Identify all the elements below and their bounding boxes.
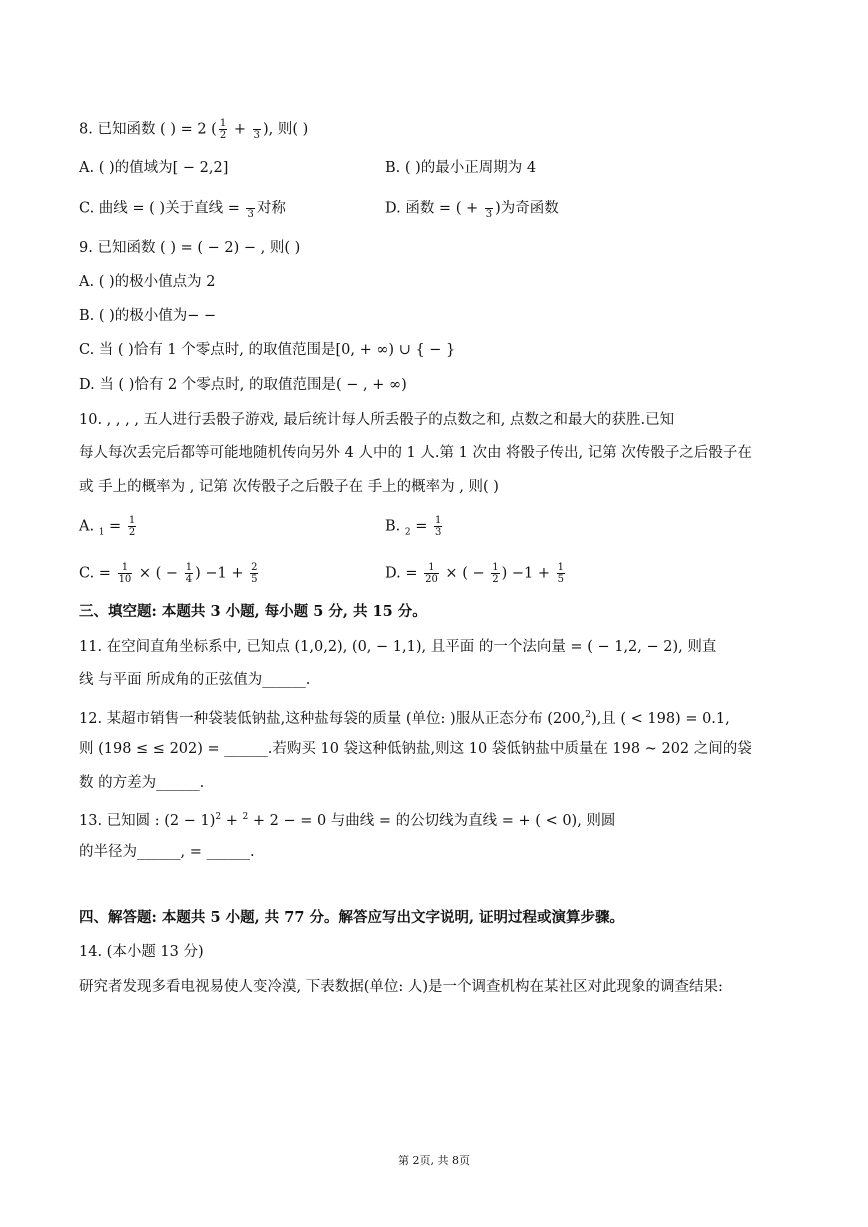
q8-option-c-post: 对称 <box>256 200 286 217</box>
q10-line-1: 10. , , , , 五人进行丢骰子游戏, 最后统计每人所丢骰子的点数之和, 点数之和最大的获胜.已知 <box>79 412 675 428</box>
q10-option-c-fraction-1: $\frac{1}{10}$ <box>118 562 132 585</box>
q10-option-a-fraction: $\frac{1}{2}$ <box>128 515 136 538</box>
q13-line-1-a: 13. 已知圆 : (2 − 1) <box>79 813 216 829</box>
q10-option-a-pre: A. <box>79 518 99 535</box>
q10-option-a-eq: = <box>104 518 126 535</box>
q8-option-d <box>385 197 559 220</box>
q8-option-d-fraction: 3 <box>485 197 493 220</box>
q12-line-3: 数 的方差为______. <box>79 775 205 791</box>
q13-line-1-c: + 2 − = 0 与曲线 = 的公切线为直线 = + ( < 0), 则圆 <box>248 813 616 829</box>
section-3-heading: 三、填空题: 本题共 3 小题, 每小题 5 分, 共 15 分。 <box>79 603 427 620</box>
q10-option-c-fraction-2: $\frac{1}{4}$ <box>185 562 193 585</box>
q8-stem <box>79 118 308 141</box>
q9-option-c: C. 当 ( )恰有 1 个零点时, 的取值范围是[0, + ∞) ∪ { − } <box>79 342 456 358</box>
q10-line-2: 每人每次丢完后都等可能地随机传向另外 4 人中的 1 人.第 1 次由 将骰子传出, 记第 次传骰子之后骰子在 <box>79 445 752 461</box>
q9-option-a: A. ( )的极小值点为 2 <box>79 274 216 290</box>
q8-stem-end: ), 则( ) <box>262 121 309 138</box>
q10-option-d-exp: ) −1 + <box>501 565 555 582</box>
q13-line-2: 的半径为______, = ______. <box>79 844 255 860</box>
q10-option-a-sub: 1 <box>98 527 105 538</box>
q8-option-c <box>79 197 286 220</box>
q10-option-d-mid: × ( − <box>440 565 490 582</box>
page-footer: 第 2页, 共 8页 <box>398 1154 470 1167</box>
q10-option-b-pre: B. <box>385 518 405 535</box>
q8-option-c-fraction: 3 <box>246 197 254 220</box>
q8-fraction-1: $\frac{1}{2}$ <box>219 118 227 141</box>
q10-option-c-mid: × ( − <box>134 565 183 582</box>
q10-option-d-fraction-1: $\frac{1}{20}$ <box>425 562 438 585</box>
q10-option-a <box>79 515 138 543</box>
q11-line-2: 线 与平面 所成角的正弦值为______. <box>79 672 311 688</box>
q13-line-1-b: + <box>221 813 243 829</box>
q8-option-b: B. ( )的最小正周期为 4 <box>385 160 537 176</box>
q10-option-c <box>79 562 260 585</box>
q10-option-c-pre: C. = <box>79 565 116 582</box>
q13-line-1-sup-2: 2 <box>242 812 249 822</box>
q10-option-b-sub: 2 <box>404 527 411 538</box>
q8-option-a: A. ( )的值域为[ − 2,2] <box>79 160 229 176</box>
q12-line-1-end: ),且 ( < 198) = 0.1, <box>590 711 730 727</box>
q9-stem: 9. 已知函数 ( ) = ( − 2) − , 则( ) <box>79 240 301 256</box>
q10-option-b <box>385 515 444 543</box>
q8-stem-mid: + <box>229 121 251 138</box>
q8-stem-text: 8. 已知函数 ( ) = 2 ( <box>79 121 217 138</box>
q10-option-c-fraction-3: $\frac{2}{5}$ <box>251 562 258 585</box>
q10-option-d-fraction-3: $\frac{1}{5}$ <box>557 562 564 585</box>
q9-option-d: D. 当 ( )恰有 2 个零点时, 的取值范围是( − , + ∞) <box>79 377 407 393</box>
section-4-heading: 四、解答题: 本题共 5 小题, 共 77 分。解答应写出文字说明, 证明过程或演算步骤。 <box>79 909 625 926</box>
q12-line-2: 则 (198 ≤ ≤ 202) = ______.若购买 10 袋这种低钠盐,则这 10 袋低钠盐中质量在 198 ~ 202 之间的袋 <box>79 741 752 757</box>
q13-line-1-sup-1: 2 <box>215 812 222 822</box>
q10-option-c-exp: ) −1 + <box>195 565 249 582</box>
q8-option-d-post: )为奇函数 <box>495 200 559 217</box>
q10-option-b-eq: = <box>410 518 432 535</box>
q10-option-d-fraction-2: $\frac{1}{2}$ <box>492 562 499 585</box>
q10-option-d <box>385 562 567 585</box>
q14-text: 研究者发现多看电视易使人变冷漠, 下表数据(单位: 人)是一个调查机构在某社区对此现象的调查结果: <box>79 979 723 995</box>
q11-line-1: 11. 在空间直角坐标系中, 已知点 (1,0,2), (0, − 1,1), 且平面 的一个法向量 = ( − 1,2, − 2), 则直 <box>79 639 717 655</box>
q10-option-d-pre: D. = <box>385 565 423 582</box>
q8-option-c-pre: C. 曲线 = ( )关于直线 = <box>79 200 245 217</box>
q12-line-1 <box>79 705 730 729</box>
q10-option-b-fraction: $\frac{1}{3}$ <box>434 515 442 538</box>
q13-line-1 <box>79 807 615 831</box>
q12-line-1-text: 12. 某超市销售一种袋装低钠盐,这种盐每袋的质量 (单位: )服从正态分布 (200, <box>79 711 586 727</box>
q10-line-3: 或 手上的概率为 , 记第 次传骰子之后骰子在 手上的概率为 , 则( ) <box>79 479 499 495</box>
q8-fraction-2: 3 <box>253 118 261 141</box>
q14-header: 14. (本小题 13 分) <box>79 944 204 960</box>
q8-option-d-pre: D. 函数 = ( + <box>385 200 483 217</box>
q12-line-1-sup: 2 <box>585 710 591 720</box>
q9-option-b: B. ( )的极小值为− − <box>79 308 217 324</box>
